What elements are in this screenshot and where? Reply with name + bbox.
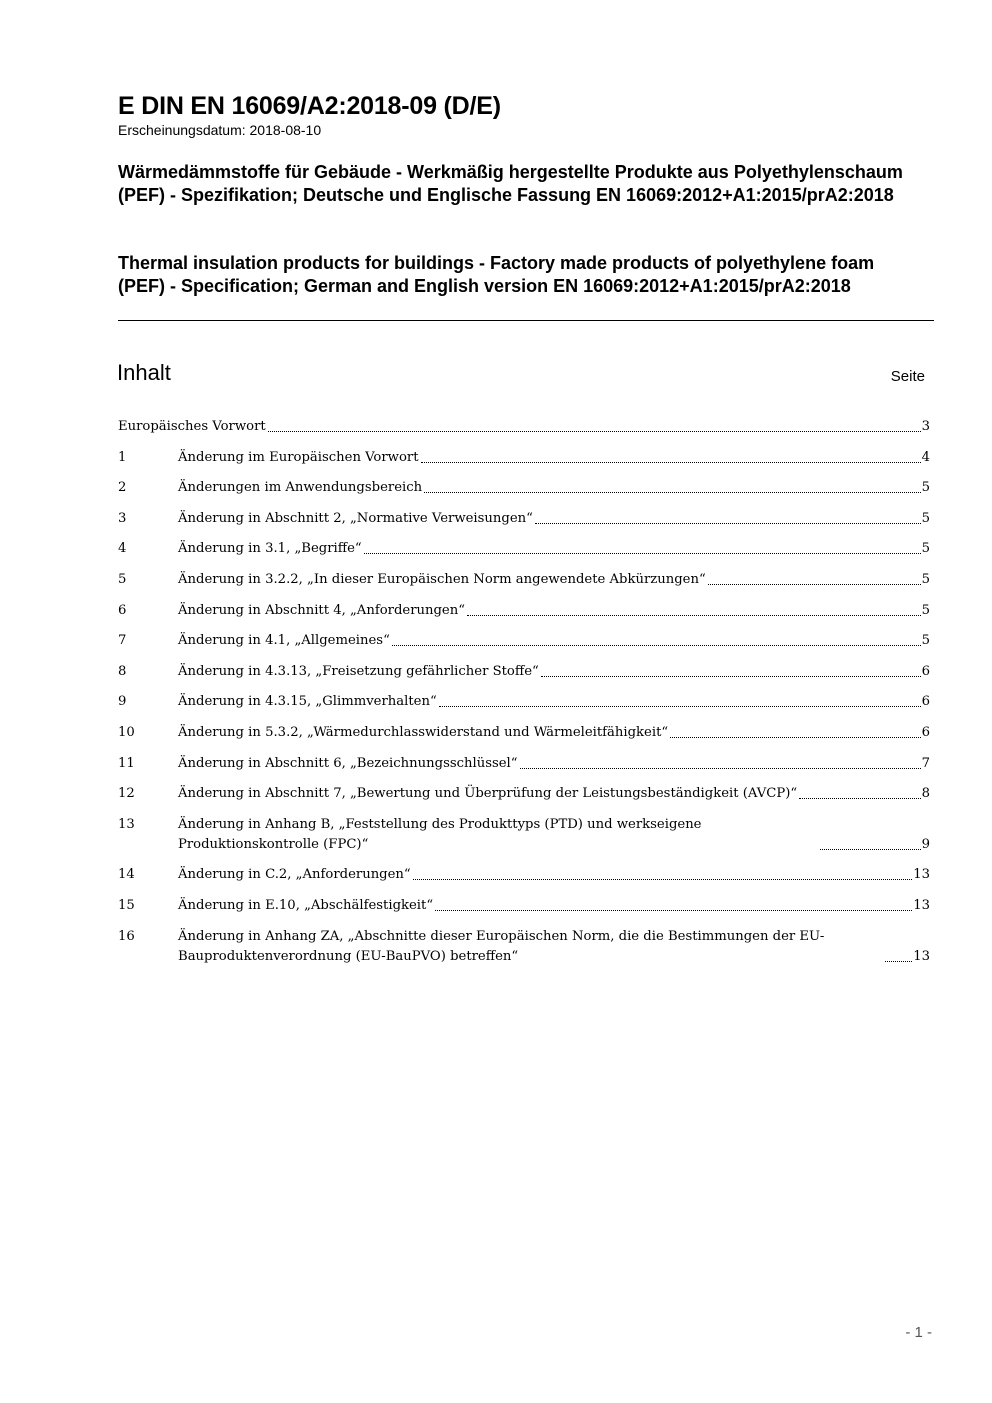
toc-dot-leader [467, 615, 921, 616]
toc-entry-text: Änderung in E.10, „Abschälfestigkeit“ [178, 897, 434, 913]
toc-dot-leader [364, 553, 921, 554]
toc-entry-number: 12 [118, 786, 135, 802]
toc-entry[interactable] [118, 815, 930, 855]
toc-dot-leader [435, 910, 912, 911]
toc-dot-leader [541, 676, 921, 677]
toc-entry-text: Änderung in Abschnitt 4, „Anforderungen“ [178, 602, 465, 618]
toc-entry[interactable] [118, 601, 930, 621]
title-divider [118, 320, 934, 321]
toc-dot-leader [392, 645, 921, 646]
toc-dot-leader [268, 431, 921, 432]
toc-entry-text: Änderung in Abschnitt 6, „Bezeichnungsschlüssel“ [178, 755, 518, 771]
toc-entry-page: 13 [913, 867, 930, 883]
toc-entry[interactable] [118, 784, 930, 804]
toc-entry-page: 8 [921, 786, 930, 802]
page-number: - 1 - [905, 1324, 932, 1341]
toc-entry-page: 7 [921, 755, 930, 771]
toc-entry-number: 9 [118, 694, 127, 710]
toc-dot-leader [885, 961, 912, 962]
toc-entry[interactable] [118, 478, 930, 498]
toc-entry-text: Änderung in Anhang B, „Feststellung des Produkttyps (PTD) und werkseigene Produktionskontrolle (FPC)“ [178, 816, 702, 852]
title-english: Thermal insulation products for buildings - Factory made products of polyethylene foam (PEF) - Specification; German and English version EN 16069:2012+A1:2015/prA2:2018 [118, 253, 875, 296]
document-id: E DIN EN 16069/A2:2018-09 (D/E) [118, 92, 501, 120]
toc-entry-number: 5 [118, 571, 127, 587]
toc-entry-page: 13 [913, 948, 930, 964]
toc-entry-text: Änderung in 3.1, „Begriffe“ [178, 541, 362, 557]
toc-dot-leader [424, 492, 921, 493]
toc-entry[interactable] [118, 539, 930, 559]
toc-dot-leader [670, 737, 920, 738]
toc-entry-number: 16 [118, 928, 135, 944]
toc-entry[interactable] [118, 865, 930, 885]
toc-entry-page: 5 [921, 541, 930, 557]
toc-entry[interactable] [118, 662, 930, 682]
toc-entry-text: Änderung im Europäischen Vorwort [178, 449, 419, 465]
toc-entry-text: Änderung in Abschnitt 7, „Bewertung und Überprüfung der Leistungsbeständigkeit (AVCP)“ [178, 786, 798, 802]
toc-dot-leader [413, 879, 913, 880]
toc-entry-foreword[interactable] [118, 417, 930, 437]
toc-dot-leader [535, 523, 921, 524]
toc-entry[interactable] [118, 448, 930, 468]
toc-entry-number: 14 [118, 867, 135, 883]
toc-entry[interactable] [118, 896, 930, 916]
toc-entry-text: Änderung in 4.3.13, „Freisetzung gefährlicher Stoffe“ [178, 663, 539, 679]
toc-entry-text: Änderung in 4.3.15, „Glimmverhalten“ [178, 694, 437, 710]
toc-heading: Inhalt [117, 360, 171, 385]
toc-dot-leader [799, 798, 921, 799]
toc-entry-number: 4 [118, 541, 127, 557]
toc-dot-leader [421, 462, 921, 463]
toc-entry-text: Änderung in Anhang ZA, „Abschnitte dieser Europäischen Norm, die die Bestimmungen der EU-Bauproduktenverordnung (EU-BauPVO) betreffen“ [178, 928, 825, 964]
toc-entry-number: 13 [118, 816, 135, 832]
toc-dot-leader [820, 849, 921, 850]
toc-entry-number: 3 [118, 510, 127, 526]
toc-entry-text: Änderung in 3.2.2, „In dieser Europäischen Norm angewendete Abkürzungen“ [178, 571, 706, 587]
toc-entry[interactable] [118, 927, 930, 967]
toc-entry-page: 6 [921, 694, 930, 710]
toc-entry-page: 13 [913, 897, 930, 913]
toc-entry-number: 11 [118, 755, 135, 771]
toc-entry-number: 2 [118, 480, 127, 496]
toc-entry-page: 6 [921, 724, 930, 740]
toc-entry-page: 6 [921, 663, 930, 679]
toc-entry[interactable] [118, 692, 930, 712]
toc-entry[interactable] [118, 723, 930, 743]
toc-entry-text: Änderung in Abschnitt 2, „Normative Verweisungen“ [178, 510, 533, 526]
toc-entry-number: 6 [118, 602, 127, 618]
toc-entry-page: 5 [921, 633, 930, 649]
toc-dot-leader [708, 584, 921, 585]
toc-entry-page: 5 [921, 571, 930, 587]
toc-entry-text: Europäisches Vorwort [118, 419, 266, 434]
toc-entry-page: 3 [921, 419, 930, 434]
toc-dot-leader [439, 706, 921, 707]
toc-entry[interactable] [118, 754, 930, 774]
toc-entry-number: 8 [118, 663, 127, 679]
toc-entry-page: 5 [921, 510, 930, 526]
toc-entry-number: 15 [118, 897, 135, 913]
table-of-contents [118, 417, 930, 977]
toc-entry-page: 9 [921, 836, 930, 852]
toc-entry-page: 5 [921, 602, 930, 618]
toc-entry-page: 5 [921, 480, 930, 496]
toc-entry-text: Änderung in 5.3.2, „Wärmedurchlasswiderstand und Wärmeleitfähigkeit“ [178, 724, 669, 740]
toc-entry-number: 10 [118, 724, 135, 740]
toc-entry-page: 4 [921, 449, 930, 465]
title-german: Wärmedämmstoffe für Gebäude - Werkmäßig hergestellte Produkte aus Polyethylenschaum (PEF) - Spezifikation; Deutsche und Englische Fassung EN 16069:2012+A1:2015/prA2:2018 [118, 162, 903, 205]
toc-entry[interactable] [118, 631, 930, 651]
toc-entry-text: Änderung in C.2, „Anforderungen“ [178, 867, 411, 883]
toc-entry-text: Änderungen im Anwendungsbereich [178, 480, 423, 496]
publication-date: Erscheinungsdatum: 2018-08-10 [118, 122, 322, 138]
toc-entry[interactable] [118, 570, 930, 590]
toc-entry[interactable] [118, 509, 930, 529]
toc-dot-leader [520, 768, 921, 769]
toc-page-label: Seite [890, 368, 925, 385]
toc-entry-text: Änderung in 4.1, „Allgemeines“ [178, 633, 390, 649]
toc-entry-number: 1 [118, 449, 127, 465]
toc-entry-number: 7 [118, 633, 127, 649]
